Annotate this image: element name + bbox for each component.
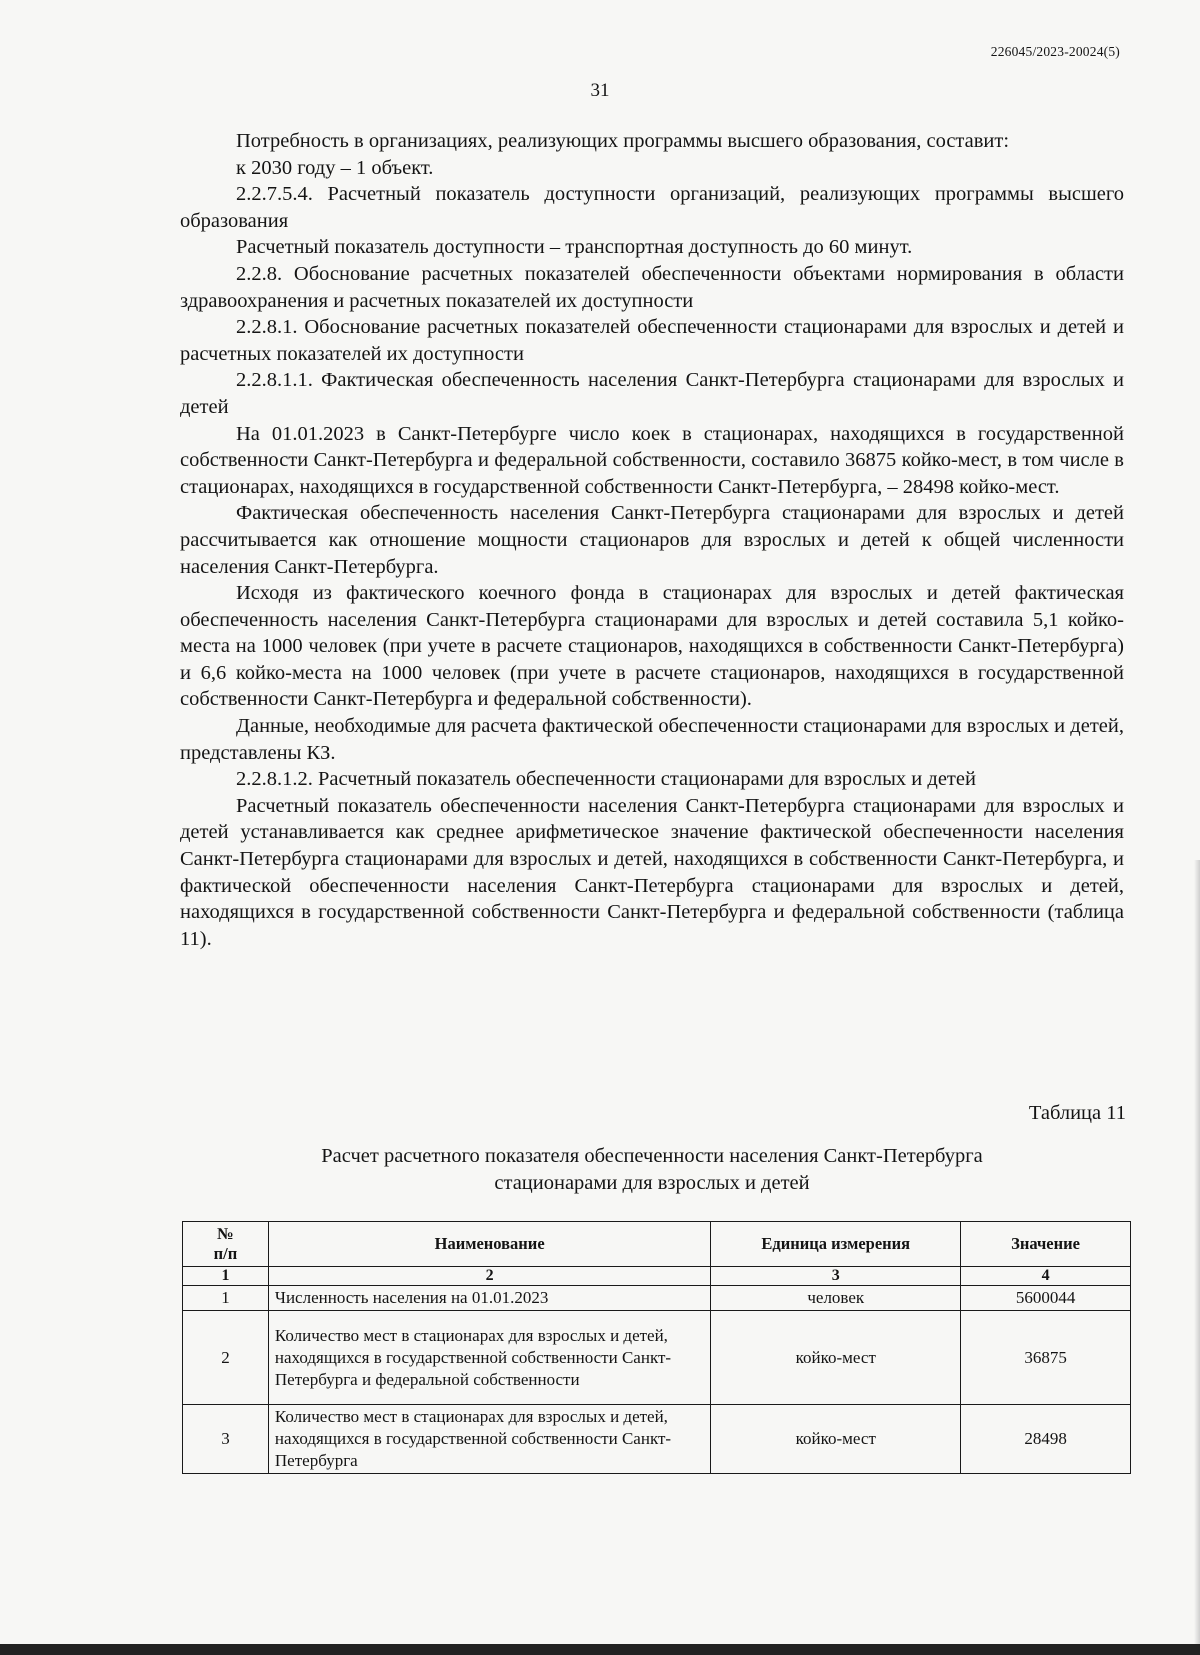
table-row: [183, 1405, 1131, 1474]
row-unit: человек: [711, 1286, 961, 1311]
header-num: [183, 1222, 269, 1267]
section-heading: 2.2.8.1.1. Фактическая обеспеченность населения Санкт-Петербурга стационарами для взрослых и детей: [180, 369, 1124, 418]
paragraph: На 01.01.2023 в Санкт-Петербурге число коек в стационарах, находящихся в государственной собственности Санкт-Петербурга и федеральной собственности, составило 36875 койко-мест, в том числе в стационарах, находящихся в государственной собственности Санкт-Петербурга, – 28498 койко-мест.: [180, 422, 1124, 498]
paragraph: Данные, необходимые для расчета фактической обеспеченности стационарами для взрослых и детей, представлены КЗ.: [180, 715, 1124, 764]
scan-edge-shadow: [1194, 860, 1200, 1655]
header-num-line: №: [217, 1224, 234, 1243]
section-heading: 2.2.8.1.2. Расчетный показатель обеспеченности стационарами для взрослых и детей: [236, 768, 976, 791]
header-num-line: п/п: [213, 1244, 238, 1263]
row-unit: койко-мест: [711, 1405, 961, 1474]
table-title-line: Расчет расчетного показателя обеспеченности населения Санкт-Петербурга: [321, 1145, 983, 1167]
row-unit: койко-мест: [711, 1311, 961, 1405]
paragraph: Потребность в организациях, реализующих программы высшего образования, составит:: [236, 130, 1010, 152]
row-name: Количество мест в стационарах для взрослых и детей, находящихся в государственной собственности Санкт-Петербурга: [268, 1405, 710, 1474]
table-header-row: [183, 1222, 1131, 1267]
table-title: [180, 1143, 1124, 1196]
table-caption: Таблица 11: [1028, 1102, 1126, 1124]
row-value: 28498: [961, 1405, 1131, 1474]
row-name: Численность населения на 01.01.2023: [268, 1286, 710, 1311]
data-table: [182, 1221, 1131, 1474]
row-num: 2: [183, 1311, 269, 1405]
header-value: Значение: [961, 1222, 1131, 1267]
body-text: [180, 128, 1124, 952]
column-number: 2: [268, 1267, 710, 1286]
header-unit: Единица измерения: [711, 1222, 961, 1267]
paragraph: Исходя из фактического коечного фонда в стационарах для взрослых и детей фактическая обеспеченность населения Санкт-Петербурга стационарами для взрослых и детей составила 5,1 койко-места на 1000 человек (при учете в расчете стационаров, находящихся в собственности Санкт-Петербурга) и 6,6 койко-места на 1000 человек (при учете в расчете стационаров, находящихся в государственной собственности Санкт-Петербурга и федеральной собственности).: [180, 582, 1124, 711]
page-number: 31: [590, 80, 610, 101]
document-id: 226045/2023-20024(5): [990, 44, 1120, 59]
row-value: 36875: [961, 1311, 1131, 1405]
table-row: [183, 1286, 1131, 1311]
table-title-line: стационарами для взрослых и детей: [494, 1171, 810, 1194]
table-row: [183, 1311, 1131, 1405]
paragraph: Расчетный показатель обеспеченности населения Санкт-Петербурга стационарами для взрослых и детей устанавливается как среднее арифметическое значение фактической обеспеченности населения Санкт-Петербурга стационарами для взрослых и детей, находящихся в собственности Санкт-Петербурга, и фактической обеспеченности населения Санкт-Петербурга стационарами для взрослых и детей, находящихся в государственной собственности Санкт-Петербурга и федеральной собственности (таблица 11).: [180, 794, 1124, 950]
row-value: 5600044: [961, 1286, 1131, 1311]
section-heading: 2.2.8. Обоснование расчетных показателей обеспеченности объектами нормирования в области здравоохранения и расчетных показателей их доступности: [180, 262, 1124, 312]
header-name: Наименование: [268, 1222, 710, 1267]
section-heading: 2.2.8.1. Обоснование расчетных показателей обеспеченности стационарами для взрослых и детей и расчетных показателей их доступности: [180, 316, 1124, 365]
row-name: Количество мест в стационарах для взрослых и детей, находящихся в государственной собственности Санкт-Петербурга и федеральной собственности: [268, 1311, 710, 1405]
scan-bottom-edge: [0, 1644, 1200, 1655]
row-num: 3: [183, 1405, 269, 1474]
column-number: 4: [961, 1267, 1131, 1286]
paragraph: к 2030 году – 1 объект.: [236, 156, 434, 179]
column-number: 1: [183, 1267, 269, 1286]
paragraph: Расчетный показатель доступности – транспортная доступность до 60 минут.: [236, 236, 913, 259]
paragraph: Фактическая обеспеченность населения Санкт-Петербурга стационарами для взрослых и детей рассчитывается как отношение мощности стационаров для взрослых и детей к общей численности населения Санкт-Петербурга.: [180, 502, 1124, 578]
row-num: 1: [183, 1286, 269, 1311]
column-number-row: [183, 1267, 1131, 1286]
paragraph: 2.2.7.5.4. Расчетный показатель доступности организаций, реализующих программы высшего образования: [180, 183, 1124, 232]
column-number: 3: [711, 1267, 961, 1286]
